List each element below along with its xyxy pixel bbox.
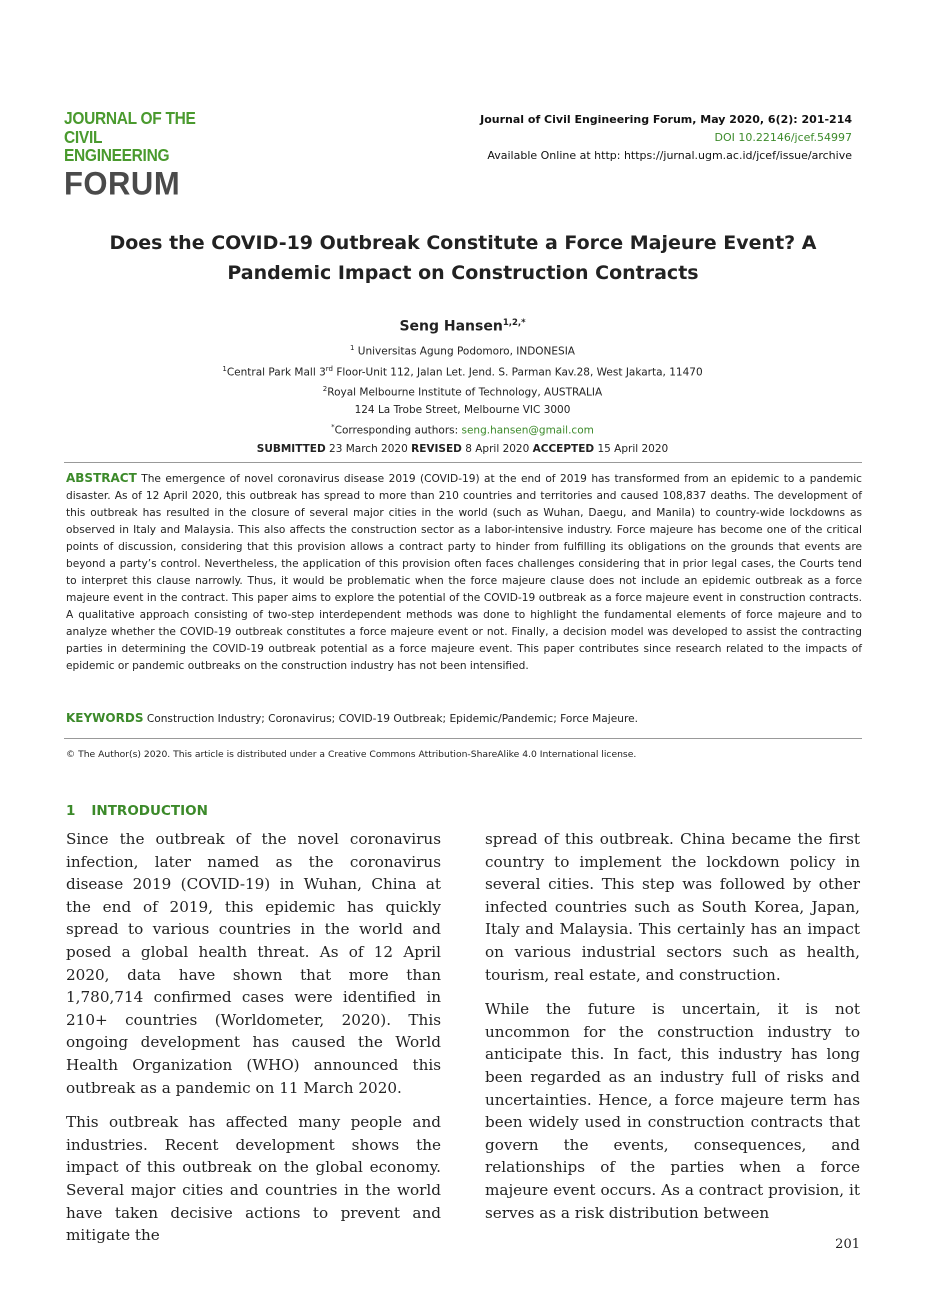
corresponding-author — [0, 419, 925, 440]
author-name-text: Seng Hansen — [399, 318, 503, 335]
submitted-label: SUBMITTED — [256, 443, 326, 455]
author-name — [0, 318, 925, 335]
logo-line-3: FORUM — [64, 164, 181, 202]
corr-sup: * — [331, 422, 335, 431]
affil-text: Royal Melbourne Institute of Technology, AUSTRALIA — [327, 386, 603, 399]
article-title — [80, 228, 846, 288]
body-paragraph: This outbreak has affected many people and industries. Recent development shows the impact of this outbreak on the global economy. Several major cities and countries in the world have taken decisive actions to prevent and mitigate the — [66, 1113, 441, 1245]
keywords-label: KEYWORDS — [66, 711, 144, 725]
affil-sup: 1 — [349, 344, 355, 352]
author-sup: 1,2,* — [502, 318, 526, 328]
accepted-date: 15 April 2020 — [597, 443, 669, 455]
section-heading — [66, 803, 208, 819]
affiliation-4: 124 La Trobe Street, Melbourne VIC 3000 — [354, 403, 571, 416]
logo-line-2: CIVIL ENGINEERING — [64, 127, 170, 165]
revised-date: 8 April 2020 — [465, 443, 530, 455]
ordinal-sup: rd — [325, 364, 333, 373]
body-paragraph: Since the outbreak of the novel coronavirus infection, later named as the coronavirus disease 2019 (COVID-19) in Wuhan, China at the end of 2019, this epidemic has quickly spread to various countries in the world and posed a global health threat. As of 12 April 2020, data have shown that more than 1,780,714 confirmed cases were identified in 210+ countries (Worldometer, 2020). This ongoing development has caused the World Health Organization (WHO) announced this outbreak as a pandemic on 11 March 2020. — [66, 830, 441, 1097]
affiliations — [0, 340, 925, 439]
section-number: 1 — [66, 803, 76, 819]
affil-sup: 1 — [222, 364, 227, 373]
logo-line-1: JOURNAL OF THE — [64, 108, 196, 129]
divider-bottom — [64, 738, 862, 739]
availability-url[interactable]: Available Online at http: https://jurnal.ugm.ac.id/jcef/issue/archive — [487, 149, 852, 162]
affiliation-2 — [0, 361, 925, 382]
body-column-left — [66, 828, 441, 1259]
affil-text: Floor-Unit 112, Jalan Let. Jend. S. Parman Kav.28, West Jakarta, 11470 — [332, 366, 703, 378]
keywords — [66, 711, 862, 725]
title-line-2: Pandemic Impact on Construction Contracts — [227, 262, 699, 284]
body-column-right — [485, 828, 860, 1236]
journal-citation: Journal of Civil Engineering Forum, May 2020, 6(2): 201-214 — [480, 113, 852, 126]
affiliation-3 — [0, 381, 925, 402]
title-line-1: Does the COVID-19 Outbreak Constitute a Force Majeure Event? A — [109, 232, 817, 254]
license-notice: © The Author(s) 2020. This article is distributed under a Creative Commons Attribution-ShareAlike 4.0 International license. — [66, 749, 637, 760]
affiliation-1 — [0, 340, 925, 361]
submission-dates — [0, 443, 925, 455]
abstract-label: ABSTRACT — [66, 471, 137, 485]
email-link[interactable]: seng.hansen@gmail.com — [461, 424, 594, 436]
section-title: INTRODUCTION — [91, 803, 208, 819]
page-number: 201 — [835, 1237, 860, 1252]
affil-sup: 2 — [322, 385, 328, 393]
abstract-text: The emergence of novel coronavirus disease 2019 (COVID-19) at the end of 2019 has transformed from an epidemic to a pandemic disaster. As of 12 April 2020, this outbreak has spread to more than 210 countries and territories and caused 108,837 deaths. The development of this outbreak has resulted in the closure of several major cities in the world (such as Wuhan, Daegu, and Manila) to country-wide lockdowns as observed in Italy and Malaysia. This also affects the construction sector as a labor-intensive industry. Force majeure has become one of the critical points of discussion, considering that this provision allows a contract party to hinder from fulfilling its obligations on the grounds that events are beyond a party’s control. Nevertheless, the application of this provision often faces challenges considering that in prior legal cases, the Courts tend to interpret this clause narrowly. Thus, it would be problematic when the force majeure clause does not include an epidemic outbreak as a force majeure event in the contract. This paper aims to explore the potential of the COVID-19 outbreak as a force majeure event in construction contracts. A qualitative approach consisting of two-step interdependent methods was done to highlight the fundamental elements of force majeure and to analyze whether the COVID-19 outbreak constitutes a force majeure event or not. Finally, a decision model was developed to assist the contracting parties in determining the COVID-19 outbreak potential as a force majeure event. This paper contributes since research related to the impacts of epidemic or pandemic outbreaks on the construction industry has not been intensified. — [66, 473, 862, 672]
abstract — [66, 470, 862, 675]
divider-top — [64, 462, 862, 463]
affil-text: Universitas Agung Podomoro, INDONESIA — [357, 345, 575, 358]
keywords-text: Construction Industry; Coronavirus; COVID-19 Outbreak; Epidemic/Pandemic; Force Majeure. — [146, 713, 638, 725]
affil-text: Central Park Mall 3 — [226, 366, 326, 378]
body-paragraph: While the future is uncertain, it is not uncommon for the construction industry to anticipate this. In fact, this industry has long been regarded as an industry full of risks and uncertainties. Hence, a force majeure term has been widely used in construction contracts that govern the events, consequences, and relationships of the parties when a force majeure event occurs. As a contract provision, it serves as a risk distribution between — [485, 1000, 860, 1222]
journal-header — [480, 111, 852, 165]
journal-logo — [64, 108, 199, 202]
accepted-label: ACCEPTED — [532, 443, 595, 455]
body-paragraph: spread of this outbreak. China became the first country to implement the lockdown policy in several cities. This step was followed by other infected countries such as South Korea, Japan, Italy and Malaysia. This certainly has an impact on various industrial sectors such as health, tourism, real estate, and construction. — [485, 830, 860, 984]
revised-label: REVISED — [411, 443, 462, 455]
submitted-date: 23 March 2020 — [329, 443, 408, 455]
doi-link[interactable]: DOI 10.22146/jcef.54997 — [714, 131, 852, 144]
corr-label: Corresponding authors: — [334, 424, 462, 436]
